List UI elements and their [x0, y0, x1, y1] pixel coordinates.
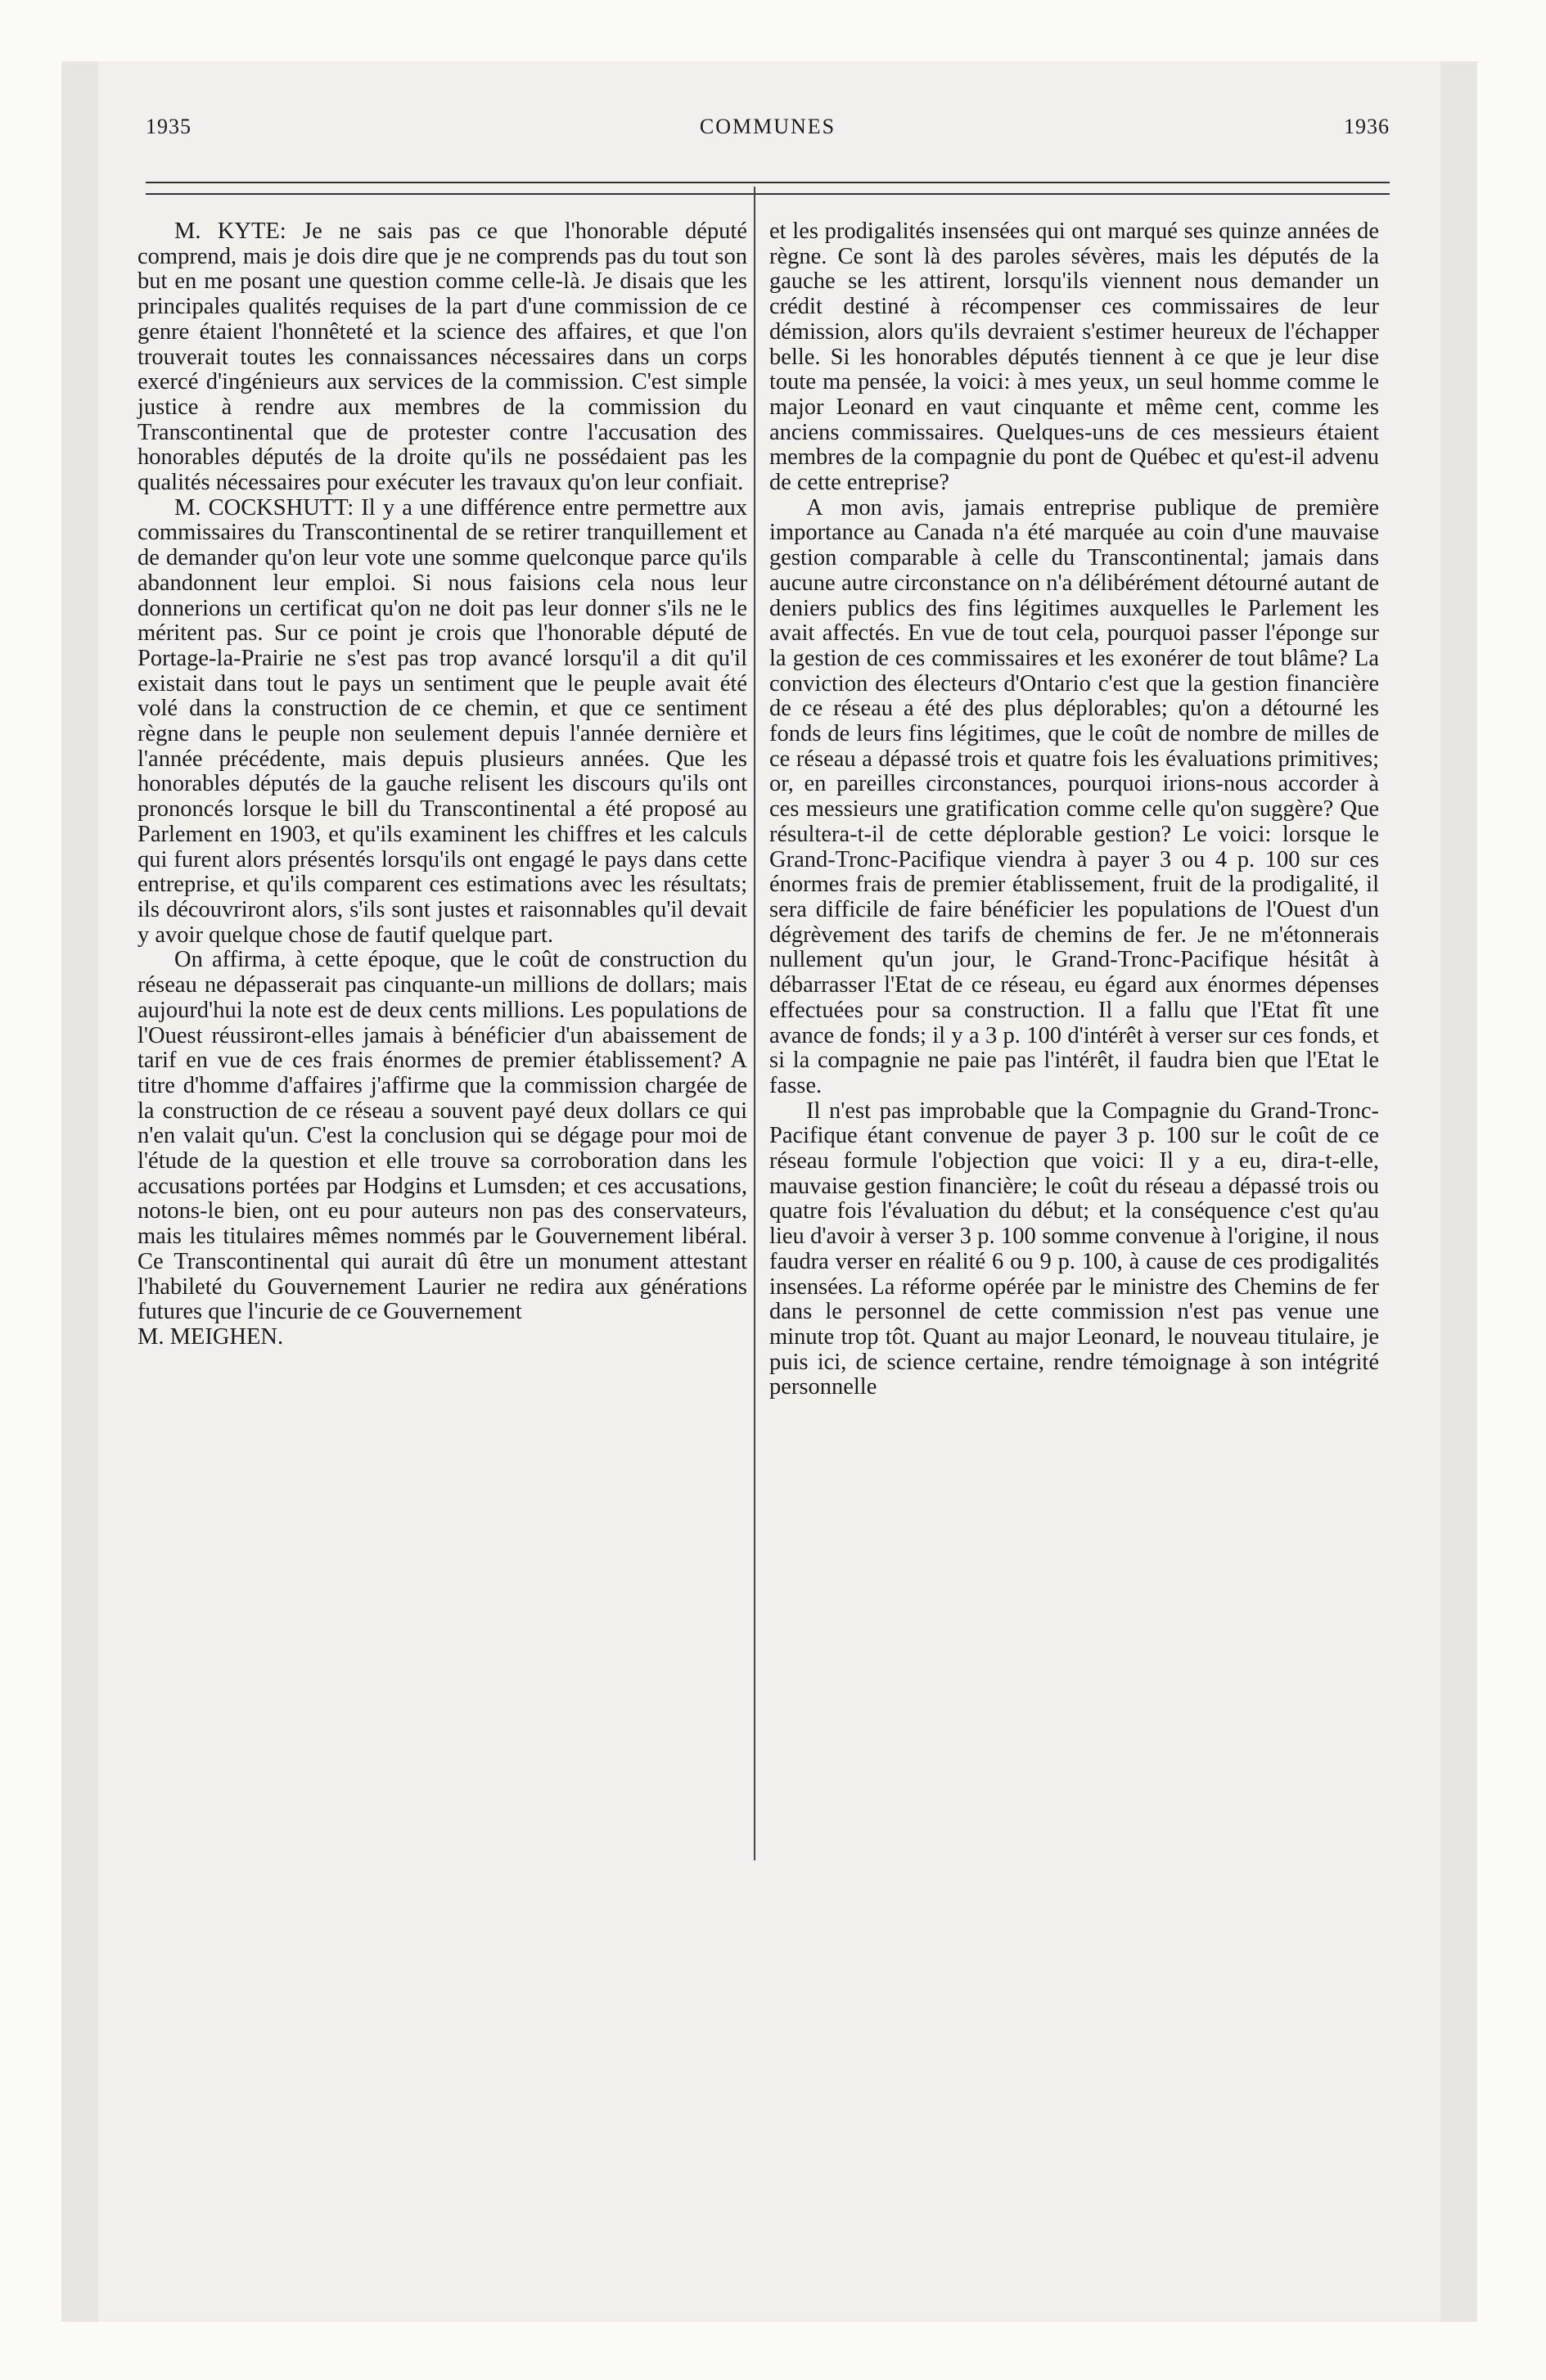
footer-speaker: M. MEIGHEN.	[137, 1323, 284, 1350]
page-number-right: 1936	[1344, 115, 1390, 138]
paragraph-kyte: M. KYTE: Je ne sais pas ce que l'honorable député comprend, mais je dois dire que je ne comprends pas du tout son but en me posant une question comme celle-là. Je disais que les principales qualités requises de la part d'une commission de ce genre étaient l'honnêteté et la science des affaires, et que l'on trouverait toutes les connaissances nécessaires dans un corps exercé d'ingénieurs aux services de la commission. C'est simple justice à rendre aux membres de la commission du Transcontinental que de protester contre l'accusation des honorables députés de la droite qu'ils ne possédaient pas les qualités nécessaires pour exécuter les travaux qu'on leur confiait.	[137, 219, 747, 496]
paragraph-opinion: A mon avis, jamais entreprise publique de première importance au Canada n'a été marquée au coin d'une mauvaise gestion comparable à celle du Transcontinental; jamais dans aucune autre circonstance on n'a délibérément détourné autant de deniers publics des fins légitimes auxquelles le Parlement les avait affectés. En vue de tout cela, pourquoi passer l'éponge sur la gestion de ces commissaires et les exonérer de tout blâme? La conviction des électeurs d'Ontario c'est que la gestion financière de ce réseau a été des plus déplorables; qu'on a détourné les fonds de leurs fins légitimes, que le coût de nombre de milles de ce réseau a dépassé trois et quatre fois les évaluations primitives; or, en pareilles circonstances, pourquoi irions-nous accorder à ces messieurs une gratification comme celle qu'on suggère? Que résultera-t-il de cette déplorable gestion? Le voici: lorsque le Grand-Tronc-Pacifique viendra à payer 3 ou 4 p. 100 sur ces énormes frais de premier établissement, fruit de la prodigalité, il sera difficile de faire bénéficier les populations de l'Ouest d'un dégrèvement des tarifs de chemins de fer. Je ne m'étonnerais nullement qu'un jour, le Grand-Tronc-Pacifique hésitât à débarrasser l'Etat de ce réseau, eu égard aux énormes dépenses effectuées pour sa construction. Il a fallu que l'Etat fît une avance de fonds; il y a 3 p. 100 d'intérêt à verser sur ces fonds, et si la compagnie ne paie pas l'intérêt, il faudra bien que l'Etat le fasse.	[769, 494, 1379, 1098]
column-divider	[754, 187, 755, 1860]
right-column	[769, 219, 1379, 1400]
header-rule-bottom	[146, 193, 1390, 195]
header-rule-top	[146, 182, 1390, 183]
paragraph-continuation: et les prodigalités insensées qui ont marqué ses quinze années de règne. Ce sont là des paroles sévères, mais les députés de la gauche se les attirent, lorsqu'ils viennent nous demander un crédit destiné à récompenser ces commissaires de leur démission, alors qu'ils devraient s'estimer heureux de l'échapper belle. Si les honorables députés tiennent à ce que je leur dise toute ma pensée, la voici: à mes yeux, un seul homme comme le major Leonard en vaut cinquante et même cent, comme les anciens commissaires. Quelques-uns de ces messieurs étaient membres de la compagnie du pont de Québec et qu'est-il advenu de cette entreprise?	[769, 219, 1379, 496]
left-column	[137, 219, 747, 1350]
paragraph-compagnie: Il n'est pas improbable que la Compagnie du Grand-Tronc-Pacifique étant convenue de payer 3 p. 100 sur le coût de ce réseau formule l'objection que voici: Il y a eu, dira-t-elle, mauvaise gestion financière; le coût du réseau a dépassé trois ou quatre fois l'évaluation du début; et la conséquence c'est qu'au lieu d'avoir à verser 3 p. 100 somme convenue à l'origine, il nous faudra verser en réalité 6 ou 9 p. 100, à cause de ces prodigalités insensées. La réforme opérée par le ministre des Chemins de fer dans le personnel de cette commission n'est pas venue une minute trop tôt. Quant au major Leonard, le nouveau titulaire, je puis ici, de science certaine, rendre témoignage à son intégrité personnelle	[769, 1098, 1379, 1400]
running-title: COMMUNES	[699, 115, 836, 138]
paragraph-cockshutt: M. COCKSHUTT: Il y a une différence entre permettre aux commissaires du Transcontinental de se retirer tranquillement et de demander qu'on leur vote une somme quelconque parce qu'ils abandonnent leur emploi. Si nous faisions cela nous leur donnerions un certificat qu'on ne doit pas leur donner s'ils ne le méritent pas. Sur ce point je crois que l'honorable député de Portage-la-Prairie ne s'est pas trop avancé lorsqu'il a dit qu'il existait dans tout le pays un sentiment que le peuple avait été volé dans la construction de ce chemin, et que ce sentiment règne dans le peuple non seulement depuis l'année dernière et l'année précédente, mais depuis plusieurs années. Que les honorables députés de la gauche relisent les discours qu'ils ont prononcés lorsque le bill du Transcontinental a été proposé au Parlement en 1903, et qu'ils examinent les chiffres et les calculs qui furent alors présentés lorsqu'ils ont engagé le pays dans cette entreprise, et qu'ils comparent ces estimations avec les résultats; ils découvriront alors, s'ils sont justes et raisonnables qu'il devait y avoir quelque chose de fautif quelque part.	[137, 494, 747, 948]
page-number-left: 1935	[146, 115, 192, 138]
page-header	[146, 115, 1390, 147]
paragraph-cockshutt-cont: On affirma, à cette époque, que le coût de construction du réseau ne dépasserait pas cinquante-un millions de dollars; mais aujourd'hui la note est de deux cents millions. Les populations de l'Ouest réussiront-elles jamais à bénéficier d'un abaissement de tarif en vue de ces frais énormes de premier établissement? A titre d'homme d'affaires j'affirme que la commission chargée de la construction de ce réseau a souvent payé deux dollars ce qui n'en valait qu'un. C'est la conclusion qui se dégage pour moi de l'étude de la question et elle trouve sa corroboration dans les accusations portées par Hodgins et Lumsden; et ces accusations, notons-le bien, ont eu pour auteurs non pas des conservateurs, mais les titulaires mêmes nommés par le Gouvernement libéral. Ce Transcontinental qui aurait dû être un monument attestant l'habileté du Gouvernement Laurier ne redira aux générations futures que l'incurie de ce Gouvernement	[137, 947, 747, 1325]
